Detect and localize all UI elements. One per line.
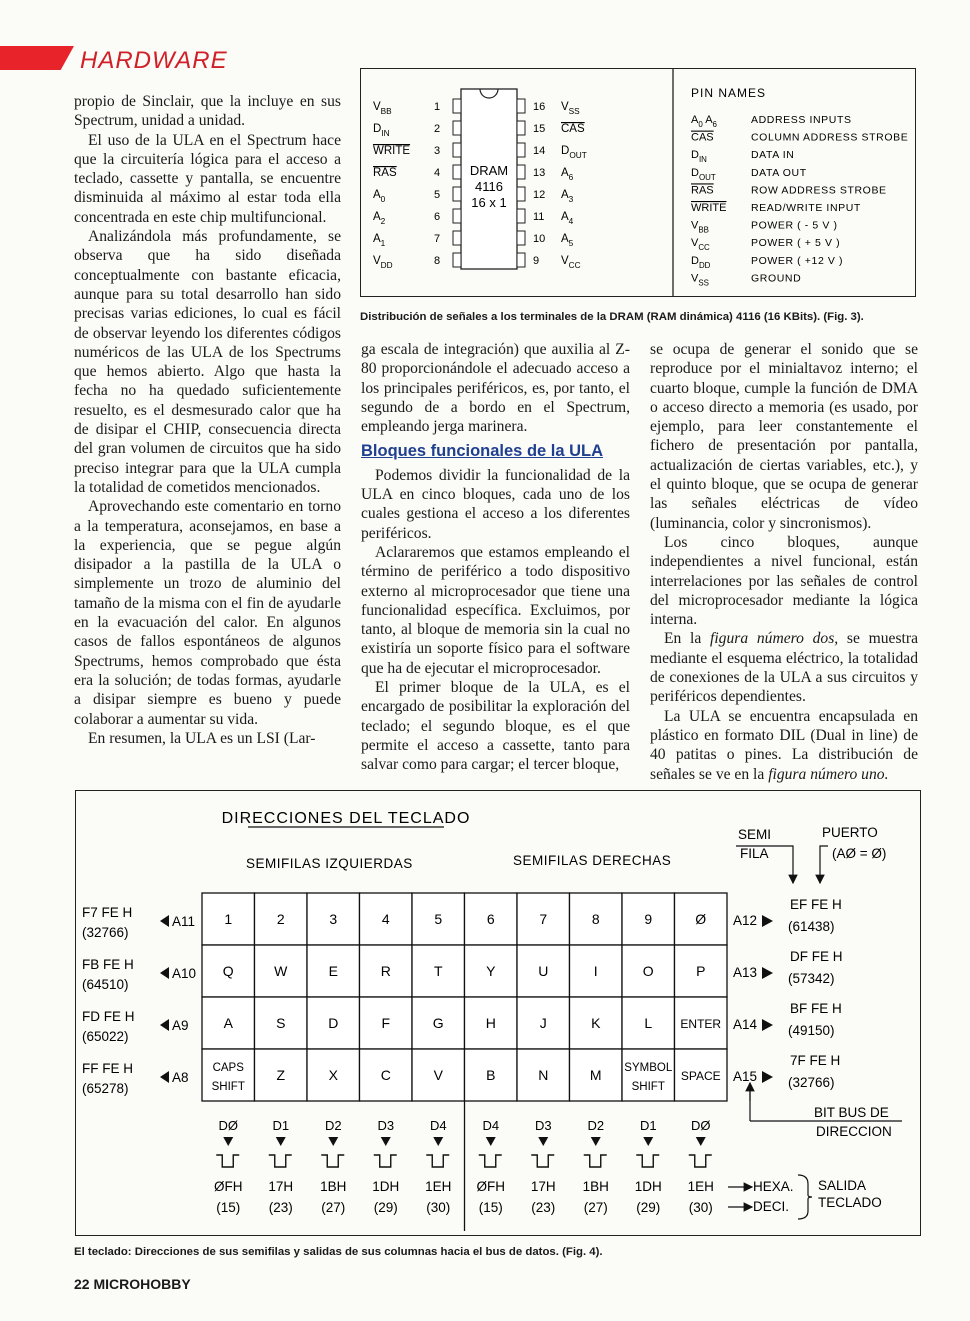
- row-hex-right: EF FE H: [790, 897, 842, 912]
- key-label: CAPS: [212, 1062, 244, 1074]
- key-label: 2: [276, 911, 285, 927]
- pulse-icon: [531, 1155, 554, 1167]
- arrow-down-icon: [538, 1137, 548, 1146]
- semi-label: FILA: [740, 846, 769, 861]
- arrow-down-icon: [433, 1137, 443, 1146]
- figure-reference: figura número dos,: [710, 630, 839, 648]
- data-bit-label: D3: [377, 1118, 395, 1133]
- row-hex-left: FF FE H: [82, 1061, 133, 1076]
- key-label: F: [381, 1015, 391, 1031]
- arrow-right-icon: [762, 915, 773, 927]
- key-label: S: [276, 1015, 286, 1031]
- text-column-1: [74, 92, 341, 748]
- row-dec-left: (65022): [82, 1029, 129, 1044]
- paragraph: En la figura número dos, se muestra mediante el esquema eléctrico, la totalidad de conexiones de la ULA a sus circuitos y periféricos dependientes.: [650, 630, 918, 706]
- column-dec-output: (23): [531, 1200, 556, 1215]
- pin-label: CAS: [561, 123, 585, 135]
- row-hex-left: FD FE H: [82, 1009, 135, 1024]
- key-label: G: [432, 1015, 444, 1031]
- column-hex-output: 17H: [268, 1179, 294, 1194]
- right-group-label: SEMIFILAS DERECHAS: [513, 853, 672, 868]
- column-dec-output: (23): [268, 1200, 293, 1215]
- key-label: 9: [644, 911, 653, 927]
- row-hex-right: 7F FE H: [790, 1053, 841, 1068]
- pin-stub: [453, 231, 461, 245]
- pulse-icon: [479, 1155, 502, 1167]
- data-bit-label: D2: [587, 1118, 605, 1133]
- chip-label: DRAM: [469, 163, 509, 178]
- pulse-icon: [269, 1155, 292, 1167]
- row-dec-right: (32766): [788, 1075, 835, 1090]
- arrow-right-icon: [762, 1019, 773, 1031]
- arrow-left-icon: [160, 1019, 169, 1031]
- salida-label: TECLADO: [818, 1195, 882, 1210]
- pin-label: $A_2$: [373, 211, 386, 226]
- pin-name-desc: POWER ( + 5 V ): [751, 237, 841, 250]
- row-hex-right: BF FE H: [790, 1001, 842, 1016]
- pin-number: 16: [533, 101, 546, 113]
- column-hex-output: 17H: [530, 1179, 556, 1194]
- key-label: P: [696, 963, 706, 979]
- pin-stub: [517, 231, 525, 245]
- column-hex-output: ØFH: [476, 1179, 505, 1194]
- pin-name-desc: COLUMN ADDRESS STROBE: [751, 131, 909, 144]
- row-addr-left: A11: [172, 914, 196, 929]
- data-bit-label: D4: [482, 1118, 500, 1133]
- data-bit-label: DØ: [218, 1118, 238, 1133]
- row-addr-right: A14: [733, 1017, 758, 1032]
- key-label: L: [644, 1015, 653, 1031]
- row-dec-left: (65278): [82, 1081, 129, 1096]
- pin-name-symbol: WRITE: [691, 202, 727, 214]
- row-addr-right: A12: [733, 913, 758, 928]
- row-hex-right: DF FE H: [790, 949, 843, 964]
- key-label: 4: [381, 911, 390, 927]
- key-label: 3: [329, 911, 338, 927]
- key-label: 1: [224, 911, 233, 927]
- chip-label: 4116: [475, 179, 503, 194]
- pin-name-desc: ADDRESS INPUTS: [751, 114, 852, 126]
- pin-names-title: PIN NAMES: [691, 86, 767, 100]
- paragraph: Podemos dividir la funcionalidad de la ULA en cinco bloques, cada uno de los cuales gestiona el acceso a los diferentes periféricos.: [361, 466, 630, 542]
- key-label: 6: [486, 911, 495, 927]
- pin-label: $A_3$: [561, 189, 574, 204]
- pin-number: 13: [533, 167, 546, 179]
- column-hex-output: 1DH: [634, 1179, 662, 1194]
- key-label: M: [589, 1067, 602, 1083]
- key-label: O: [642, 963, 654, 979]
- pin-stub: [453, 187, 461, 201]
- arrow-left-icon: [160, 1071, 169, 1083]
- pin-number: 4: [433, 167, 441, 179]
- key-label: I: [593, 963, 598, 979]
- column-hex-output: ØFH: [214, 1179, 243, 1194]
- pin-name-symbol: RAS: [691, 184, 714, 197]
- pin-name-symbol: $V_{SS}$: [691, 272, 709, 288]
- key-label: Q: [222, 963, 234, 979]
- column-dec-output: (29): [636, 1200, 661, 1215]
- pin-stub: [517, 143, 525, 157]
- column-dec-output: (27): [321, 1200, 346, 1215]
- row-addr-left: A9: [172, 1018, 189, 1033]
- pin-number: 6: [433, 211, 441, 223]
- pin-stub: [453, 121, 461, 135]
- keyboard-address-diagram: [76, 791, 920, 1235]
- row-addr-left: A10: [172, 966, 197, 981]
- section-color-bar: [0, 46, 74, 70]
- paragraph: Analizándola más profundamente, se observa que ha sido diseñada conceptualmente con bastante eficacia, aunque para su total desarrollo han sido precisas varias ediciones, lo cual es fácil de observar leyendo los diferentes códigos numéricos de las ULA de los Spectrums que hemos abierto. Algo que hasta la fecha no ha quedado suficientemente resuelto, es el desmesurado calor que ha de disipar el CHIP, consecuencia directa del gran volumen de circuitos que ha sido preciso integrar para que la ULA cumpla la totalidad de cometidos mencionados.: [74, 228, 341, 496]
- key-label: W: [274, 963, 288, 979]
- paragraph: se ocupa de generar el sonido que se reproduce por el minialtavoz interno; el cuarto bloque, cumple la función de DMA o acceso directo a memoria (es usado, por ejemplo, para leer constantemente el fichero de presentación por pantalla, actualización de ciertas variables, etc.), y el quinto bloque, que se ocupa de generar las señales eléctricas de vídeo (luminancia, color y sincronismos).: [650, 341, 918, 532]
- pin-name-symbol: CAS: [691, 131, 714, 144]
- paragraph: propio de Sinclair, que la incluye en sus Spectrum, unidad a unidad.: [74, 93, 341, 130]
- pin-label: $V_{SS}$: [561, 101, 580, 116]
- pin-number: 15: [533, 123, 546, 135]
- pin-number: 5: [433, 189, 441, 201]
- pulse-icon: [636, 1155, 659, 1167]
- pin-name-symbol: $D_{DD}$: [691, 254, 711, 270]
- column-hex-output: 1BH: [582, 1179, 609, 1194]
- key-label: A: [223, 1015, 233, 1031]
- paragraph: El uso de la ULA en el Spectrum hace que la circuitería lógica para el acceso a teclado, cassette y pantalla, se encuentre disminuida al máximo al estar toda ella concentrada en este chip multifuncional.: [74, 131, 341, 226]
- data-bit-label: D1: [639, 1118, 657, 1133]
- pulse-icon: [584, 1155, 607, 1167]
- row-dec-left: (32766): [82, 925, 129, 940]
- pin-name-symbol: $V_{CC}$: [691, 237, 710, 253]
- column-dec-output: (30): [426, 1200, 451, 1215]
- dram-pinout: [361, 69, 915, 296]
- pin-label: $A_5$: [561, 233, 574, 248]
- column-dec-output: (15): [216, 1200, 241, 1215]
- pin-stub: [517, 165, 525, 179]
- column-dec-output: (30): [688, 1200, 713, 1215]
- pin-number: 7: [433, 233, 441, 245]
- pulse-icon: [216, 1155, 239, 1167]
- port-label: PUERTO: [822, 825, 878, 840]
- column-dec-output: (15): [478, 1200, 503, 1215]
- row-hex-left: F7 FE H: [82, 905, 133, 920]
- arrow-down-icon: [643, 1137, 653, 1146]
- paragraph: ga escala de integración) que auxilia al Z-80 proporcionándole el adecuado acceso a los principales periféricos, es, por tanto, el segundo de a bordo en el Spectrum, empleando jerga marinera.: [361, 341, 630, 436]
- key-label: SHIFT: [631, 1081, 665, 1093]
- pin-stub: [453, 143, 461, 157]
- key-label: SPACE: [680, 1069, 721, 1083]
- pin-number: 10: [533, 233, 546, 245]
- arrow-down-icon: [591, 1137, 601, 1146]
- pin-number: 12: [533, 189, 546, 201]
- pin-number: 2: [433, 123, 441, 135]
- magazine-name: MICROHOBBY: [93, 1276, 191, 1292]
- pin-name-symbol: $D_{IN}$: [691, 149, 707, 165]
- key-label: 7: [539, 911, 548, 927]
- pin-number: 3: [433, 145, 441, 157]
- hexa-label: HEXA.: [753, 1179, 794, 1194]
- key-label: E: [328, 963, 338, 979]
- pin-number: 14: [533, 145, 546, 157]
- arrow-down-icon: [486, 1137, 496, 1146]
- pin-label: $V_{CC}$: [561, 255, 581, 270]
- port-label: (AØ = Ø): [832, 846, 887, 861]
- row-dec-right: (49150): [788, 1023, 835, 1038]
- column-hex-output: 1EH: [425, 1179, 452, 1194]
- arrow-left-icon: [160, 915, 169, 927]
- column-dec-output: (29): [373, 1200, 398, 1215]
- pin-stub: [453, 165, 461, 179]
- fig3-caption: Distribución de señales a los terminales de la DRAM (RAM dinámica) 4116 (16 KBits). (Fig. 3).: [360, 311, 864, 323]
- arrow-down-icon: [223, 1137, 233, 1146]
- pulse-icon: [321, 1155, 344, 1167]
- key-label: Z: [276, 1067, 286, 1083]
- pin-number: 11: [533, 211, 545, 223]
- pin-stub: [517, 187, 525, 201]
- paragraph: La ULA se encuentra encapsulada en plástico en formato DIL (Dual in line) de 40 patitas o pines. La distribución de señales se ve en la figura número uno.: [650, 707, 918, 783]
- pin-stub: [517, 121, 525, 135]
- key-label: B: [486, 1067, 496, 1083]
- key-label: ENTER: [680, 1017, 722, 1031]
- key-label: V: [433, 1067, 443, 1083]
- deci-label: DECI.: [753, 1199, 790, 1214]
- key-label: N: [538, 1067, 549, 1083]
- pin-label: $V_{BB}$: [373, 101, 392, 116]
- data-bit-label: D2: [324, 1118, 342, 1133]
- key-cell: [202, 1049, 255, 1101]
- section-heading: Bloques funcionales de la ULA: [361, 442, 604, 461]
- column-hex-output: 1EH: [687, 1179, 714, 1194]
- row-dec-right: (61438): [788, 919, 835, 934]
- pin-name-desc: ROW ADDRESS STROBE: [751, 184, 887, 197]
- pin-label: WRITE: [373, 145, 411, 157]
- pin-label: RAS: [373, 167, 397, 179]
- pin-name-desc: DATA OUT: [751, 166, 807, 179]
- arrow-down-icon: [276, 1137, 286, 1146]
- arrow-right-icon: [762, 1071, 773, 1083]
- key-label: SYMBOL: [624, 1062, 673, 1074]
- pulse-icon: [426, 1155, 449, 1167]
- paragraph: El primer bloque de la ULA, es el encargado de posibilitar la exploración del teclado; el segundo bloque, es el que permite el acceso a cassette, tanto para salvar como para cargar; el tercer bloque,: [361, 679, 630, 774]
- chip-label: 16 x 1: [471, 195, 507, 210]
- pin-stub: [453, 99, 461, 113]
- left-group-label: SEMIFILAS IZQUIERDAS: [246, 856, 413, 871]
- data-bit-label: D3: [534, 1118, 552, 1133]
- key-label: 8: [591, 911, 600, 927]
- pin-name-desc: POWER ( - 5 V ): [751, 219, 838, 232]
- pin-label: $A_6$: [561, 167, 574, 182]
- row-addr-right: A15: [733, 1069, 758, 1084]
- data-bit-label: D4: [429, 1118, 447, 1133]
- salida-label: SALIDA: [818, 1178, 867, 1193]
- arrow-right-icon: [762, 967, 773, 979]
- text-column-3: [650, 340, 918, 784]
- arrow-down-icon: [328, 1137, 338, 1146]
- key-label: T: [433, 963, 443, 979]
- key-label: J: [539, 1015, 547, 1031]
- dram-chip: [461, 89, 517, 269]
- key-cell: [622, 1049, 675, 1101]
- key-label: Ø: [695, 911, 707, 927]
- pin-stub: [453, 253, 461, 267]
- pin-number: 8: [433, 255, 441, 267]
- row-hex-left: FB FE H: [82, 957, 134, 972]
- paragraph: Los cinco bloques, aunque independientes a nivel funcional, están interrelaciones por las señales de control del microprocesador mediante la lógica interna.: [650, 533, 918, 629]
- pin-label: $A_0$: [373, 189, 386, 204]
- page-footer: [74, 1276, 191, 1292]
- pin-name-desc: READ/WRITE INPUT: [751, 202, 861, 214]
- semi-label: SEMI: [738, 827, 772, 842]
- page-number: 22: [74, 1276, 90, 1292]
- fig3-diagram: [360, 68, 916, 297]
- pin-label: $D_{OUT}$: [561, 145, 587, 160]
- arrow-down-icon: [381, 1137, 391, 1146]
- pin-name-symbol: $D_{OUT}$: [691, 166, 716, 182]
- key-label: SHIFT: [211, 1081, 245, 1093]
- bit-bus-label: DIRECCION: [816, 1124, 892, 1139]
- pin-number: 1: [433, 101, 441, 113]
- column-hex-output: 1DH: [372, 1179, 400, 1194]
- paragraph: En resumen, la ULA es un LSI (Lar-: [88, 729, 316, 747]
- pin-stub: [517, 99, 525, 113]
- pin-label: $A_1$: [373, 233, 386, 248]
- row-dec-right: (57342): [788, 971, 835, 986]
- pin-stub: [453, 209, 461, 223]
- pin-number: 9: [533, 255, 540, 267]
- pulse-icon: [689, 1155, 712, 1167]
- key-label: D: [328, 1015, 339, 1031]
- paragraph: Aclararemos que estamos empleando el término de periférico a todo dispositivo externo al microprocesador que tiene una funcionalidad específica. Excluimos, por tanto, al bloque de memoria sin la cual no existiría un soporte físico para el software que ha de ejecutar el microprocesador.: [361, 543, 630, 677]
- bit-bus-label: BIT BUS DE: [814, 1105, 889, 1120]
- arrow-down-icon: [696, 1137, 706, 1146]
- fig4-caption: El teclado: Direcciones de sus semifilas y salidas de sus columnas hacia el bus de datos. (Fig. 4).: [74, 1246, 603, 1258]
- key-label: K: [591, 1015, 601, 1031]
- column-dec-output: (27): [583, 1200, 608, 1215]
- pin-name-desc: DATA IN: [751, 149, 795, 162]
- paragraph: Aprovechando este comentario en torno a la temperatura, aconsejamos, en base a la experiencia, que se pegue algún disipador a la pastilla de la ULA o simplemente un trozo de aluminio del tamaño de la misma con el fin de ayudarle en la evacuación del calor. En algunos casos de fallos espontáneos de algunos Spectrums, hemos comprobado que ésta era la solución; de todas formas, ayudarle a disipar siempre es bueno y puede colaborar a aumentar su vida.: [74, 498, 341, 728]
- data-bit-label: D1: [272, 1118, 290, 1133]
- column-hex-output: 1BH: [320, 1179, 347, 1194]
- text-column-2: [361, 340, 630, 775]
- arrow-left-icon: [160, 967, 169, 979]
- pin-name-symbol: $V_{BB}$: [691, 219, 709, 235]
- pin-stub: [517, 253, 525, 267]
- pin-name-symbol: $A_0$ $A_6$: [691, 114, 717, 129]
- key-label: C: [380, 1067, 391, 1083]
- figure-reference: figura número uno.: [768, 765, 889, 783]
- pin-label: $A_4$: [561, 211, 574, 226]
- row-dec-left: (64510): [82, 977, 129, 992]
- pin-stub: [517, 209, 525, 223]
- key-label: Y: [486, 963, 496, 979]
- row-addr-right: A13: [733, 965, 758, 980]
- fig4-title: DIRECCIONES DEL TECLADO: [221, 810, 471, 827]
- pin-label: $D_{IN}$: [373, 123, 390, 138]
- pulse-icon: [374, 1155, 397, 1167]
- key-label: H: [485, 1015, 496, 1031]
- fig4-diagram: [75, 790, 921, 1236]
- key-label: X: [328, 1067, 338, 1083]
- section-title: HARDWARE: [80, 47, 228, 74]
- pin-name-desc: GROUND: [751, 272, 802, 285]
- key-label: U: [538, 963, 549, 979]
- pin-label: $V_{DD}$: [373, 255, 393, 270]
- row-addr-left: A8: [172, 1070, 189, 1085]
- key-label: 5: [434, 911, 443, 927]
- pin-name-desc: POWER ( +12 V ): [751, 254, 844, 267]
- data-bit-label: DØ: [691, 1118, 711, 1133]
- key-label: R: [380, 963, 391, 979]
